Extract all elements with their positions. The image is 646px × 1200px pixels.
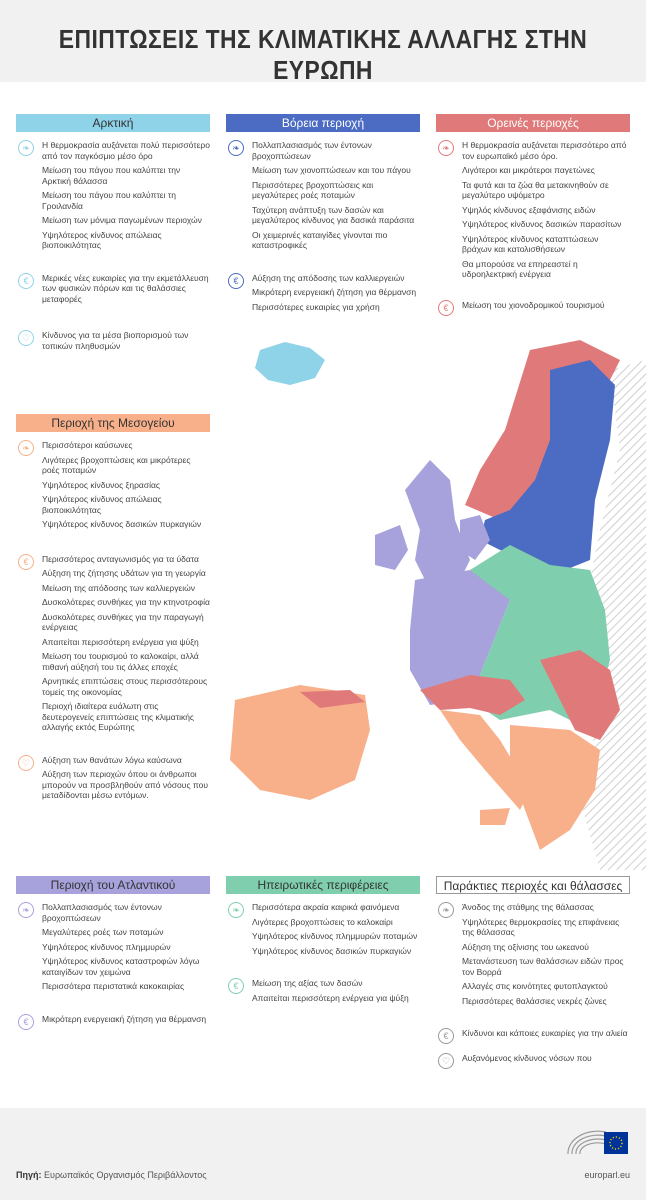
impact-item: Μερικές νέες ευκαιρίες για την εκμετάλλευση των φυσικών πόρων και τις θαλάσσιες μεταφορές (42, 272, 209, 304)
impact-group (436, 140, 630, 280)
impact-group (16, 330, 210, 351)
region-mediterranean (16, 414, 210, 805)
euro-icon: € (18, 554, 34, 570)
impact-item: Θα μπορούσε να επηρεαστεί η υδροηλεκτρική ενέργεια (462, 258, 578, 279)
euro-icon: € (228, 978, 244, 994)
leaf-icon: ❧ (228, 902, 244, 918)
sicily-mediterranean (480, 808, 510, 825)
impact-item: Μείωση των μόνιμα παγωμένων περιοχών (42, 215, 202, 225)
region-continental (226, 876, 420, 1007)
euro-icon: € (18, 1014, 34, 1030)
region-title-atlantic: Περιοχή του Ατλαντικού (16, 876, 210, 894)
impact-group (226, 902, 420, 956)
impact-item: Αύξηση της ζήτησης υδάτων για τη γεωργία (42, 568, 206, 578)
impact-item: Λιγότερες βροχοπτώσεις και μικρότερες ροές ποταμών (42, 454, 191, 475)
region-title-continental: Ηπειρωτικές περιφέρειες (226, 876, 420, 894)
impact-item: Μετανάστευση των θαλάσσιων ειδών προς τον Βορρά (462, 956, 624, 977)
impact-item: Υψηλότερες θερμοκρασίες της επιφάνειας της θάλασσας (462, 916, 620, 937)
iceland-arctic (255, 342, 325, 385)
impact-item: Μικρότερη ενεργειακή ζήτηση για θέρμανση (252, 287, 417, 297)
header (0, 0, 646, 85)
heart-icon: ♡ (18, 755, 34, 771)
source-label: Πηγή: (16, 1170, 42, 1180)
impact-item: Κίνδυνοι και κάποιες ευκαιρίες για την αλιεία (462, 1028, 628, 1038)
page-title: ΕΠΙΠΤΩΣΕΙΣ ΤΗΣ ΚΛΙΜΑΤΙΚΗΣ ΑΛΛΑΓΗΣ ΣΤΗΝ ΕΥΡΩΠΗ (58, 24, 588, 85)
impact-item: Μείωση του πάγου που καλύπτει τη Γροιλανδία (42, 190, 176, 211)
impact-item: Η θερμοκρασία αυξάνεται περισσότερο από τον ευρωπαϊκό μέσο όρο. (462, 140, 627, 161)
impact-item: Υψηλότερος κίνδυνος δασικών παρασίτων (462, 219, 622, 229)
impact-item: Μείωση της αξίας των δασών (252, 978, 363, 988)
impact-item: Λιγότερες βροχοπτώσεις το καλοκαίρι (252, 916, 393, 927)
impact-group (16, 273, 210, 305)
impact-item: Περισσότερα ακραία καιρικά φαινόμενα (252, 902, 400, 912)
impact-group (16, 902, 210, 992)
source-text: Ευρωπαϊκός Οργανισμός Περιβάλλοντος (44, 1170, 207, 1180)
euro-icon: € (438, 1028, 454, 1044)
impact-item: Άνοδος της στάθμης της θάλασσας (462, 902, 594, 912)
impact-item: Λιγότεροι και μικρότεροι παγετώνες (462, 165, 595, 175)
impact-item: Μείωση του χιονοδρομικού τουρισμού (462, 299, 605, 310)
impact-item: Αρνητικές επιπτώσεις στους περισσότερους τομείς της οικονομίας (42, 676, 208, 697)
impact-item: Αύξηση της οξίνισης του ωκεανού (462, 941, 589, 952)
impact-item: Υψηλότερος κίνδυνος πλημμυρών ποταμών (252, 931, 418, 941)
leaf-icon: ❧ (438, 902, 454, 918)
impact-group (436, 902, 630, 1006)
region-title-coastal: Παράκτιες περιοχές και θάλασσες (436, 876, 630, 894)
impact-item: Απαιτείται περισσότερη ενέργεια για ψύξη (252, 992, 409, 1003)
impact-item: Τα φυτά και τα ζώα θα μετακινηθούν σε μεγαλύτερο υψόμετρο (462, 179, 609, 200)
impact-group (226, 273, 420, 313)
region-boreal (226, 114, 420, 316)
impact-item: Οι χειμερινές καταιγίδες γίνονται πιο καταστροφικές (252, 229, 388, 250)
impact-item: Περισσότερα περιστατικά κακοκαιρίας (42, 981, 185, 991)
impact-item: Η θερμοκρασία αυξάνεται πολύ περισσότερο από τον παγκόσμιο μέσο όρο (42, 140, 210, 161)
impact-group (16, 140, 210, 251)
region-title-boreal: Βόρεια περιοχή (226, 114, 420, 132)
region-atlantic (16, 876, 210, 1028)
impact-item: Υψηλότερος κίνδυνος δασικών πυρκαγιών (252, 945, 412, 956)
impact-item: Αλλαγές στις κοινότητες φυτοπλαγκτού (462, 981, 608, 991)
impact-item: Περισσότερες ευκαιρίες για χρήση (252, 301, 380, 312)
impact-item: Αυξανόμενος κίνδυνος νόσων που (462, 1052, 592, 1063)
site-url[interactable]: europarl.eu (584, 1170, 630, 1180)
leaf-icon: ❧ (18, 902, 34, 918)
impact-item: Πολλαπλασιασμός των έντονων βροχοπτώσεων (252, 140, 372, 161)
region-arctic (16, 114, 210, 355)
impact-group (226, 140, 420, 251)
heart-icon: ♡ (18, 330, 34, 346)
impact-group (226, 978, 420, 1003)
euro-icon: € (18, 273, 34, 289)
impact-item: Περιοχή ιδιαίτερα ευάλωτη στις δευτερογενείς επιπτώσεις της κλιματικής αλλαγής εκτός Ευρώπης (42, 701, 195, 732)
region-title-mountain: Ορεινές περιοχές (436, 114, 630, 132)
impact-item: Κίνδυνος για τα μέσα βιοπορισμού των τοπικών πληθυσμών (42, 330, 189, 351)
impact-item: Αύξηση της απόδοσης των καλλιεργειών (252, 272, 405, 283)
impact-item: Μικρότερη ενεργειακή ζήτηση για θέρμανση (42, 1013, 207, 1024)
impact-item: Περισσότερες θαλάσσιες νεκρές ζώνες (462, 995, 607, 1006)
impact-group (16, 554, 210, 733)
impact-item: Περισσότερος ανταγωνισμός για τα ύδατα (42, 553, 199, 564)
impact-group (16, 755, 210, 801)
impact-item: Μεγαλύτερες ροές των ποταμών (42, 927, 164, 937)
impact-item: Μείωση των χιονοπτώσεων και του πάγου (252, 165, 411, 175)
impact-group (16, 440, 210, 530)
impact-group (436, 1028, 630, 1039)
impact-item: Υψηλός κίνδυνος εξαφάνισης ειδών (462, 204, 596, 215)
impact-group (436, 300, 630, 311)
impact-item: Αύξηση των περιοχών όπου οι άνθρωποι μπορούν να προσβληθούν από νόσους που μεταδίδονται μέσω εντόμων. (42, 769, 209, 800)
footer (0, 1108, 646, 1200)
impact-item: Πολλαπλασιασμός των έντονων βροχοπτώσεων (42, 902, 162, 923)
region-coastal (436, 876, 630, 1067)
leaf-icon: ❧ (18, 440, 34, 456)
euro-icon: € (438, 300, 454, 316)
impact-item: Μείωση του πάγου που καλύπτει την Αρκτική θάλασσα (42, 165, 181, 186)
region-title-mediterranean: Περιοχή της Μεσογείου (16, 414, 210, 432)
leaf-icon: ❧ (228, 140, 244, 156)
impact-item: Υψηλότερος κίνδυνος πλημμυρών (42, 941, 171, 952)
impact-item: Απαιτείται περισσότερη ενέργεια για ψύξη (42, 636, 199, 647)
impact-group (436, 1053, 630, 1064)
euro-icon: € (228, 273, 244, 289)
impact-item: Δυσκολότερες συνθήκες για την κτηνοτροφία (42, 597, 210, 607)
impact-item: Υψηλότερος κίνδυνος απώλειας βιοποικιλότητας (42, 494, 162, 515)
leaf-icon: ❧ (438, 140, 454, 156)
european-parliament-logo (566, 1126, 630, 1162)
impact-item: Υψηλότερος κίνδυνος απώλειας βιοποικιλότητας (42, 229, 162, 250)
impact-item: Μείωση της απόδοσης των καλλιεργειών (42, 582, 196, 593)
source-line (16, 1170, 207, 1180)
impact-item: Υψηλότερος κίνδυνος καταπτώσεων βράχων και κατολισθήσεων (462, 233, 599, 254)
balkans-mediterranean (510, 725, 600, 850)
leaf-icon: ❧ (18, 140, 34, 156)
impact-item: Υψηλότερος κίνδυνος καταστροφών λόγω καταιγίδων τον χειμώνα (42, 956, 200, 977)
region-mountain (436, 114, 630, 314)
region-title-arctic: Αρκτική (16, 114, 210, 132)
impact-item: Μείωση του τουρισμού το καλοκαίρι, αλλά πιθανή αύξησή του τις άλλες εποχές (42, 651, 199, 672)
europe-map (180, 330, 646, 870)
impact-group (16, 1014, 210, 1025)
ireland-atlantic (375, 525, 408, 570)
impact-item: Αύξηση των θανάτων λόγω καύσωνα (42, 754, 182, 765)
impact-item: Δυσκολότερες συνθήκες για την παραγωγή ενέργειας (42, 611, 204, 632)
impact-item: Υψηλότερος κίνδυνος δασικών πυρκαγιών (42, 519, 202, 529)
impact-item: Ταχύτερη ανάπτυξη των δασών και μεγαλύτερος κίνδυνος για δασικά παράσιτα (252, 204, 415, 225)
impact-item: Περισσότεροι καύσωνες (42, 440, 133, 450)
heart-icon: ♡ (438, 1053, 454, 1069)
impact-item: Περισσότερες βροχοπτώσεις και μεγαλύτερες ροές ποταμών (252, 179, 374, 200)
impact-item: Υψηλότερος κίνδυνος ξηρασίας (42, 479, 160, 490)
